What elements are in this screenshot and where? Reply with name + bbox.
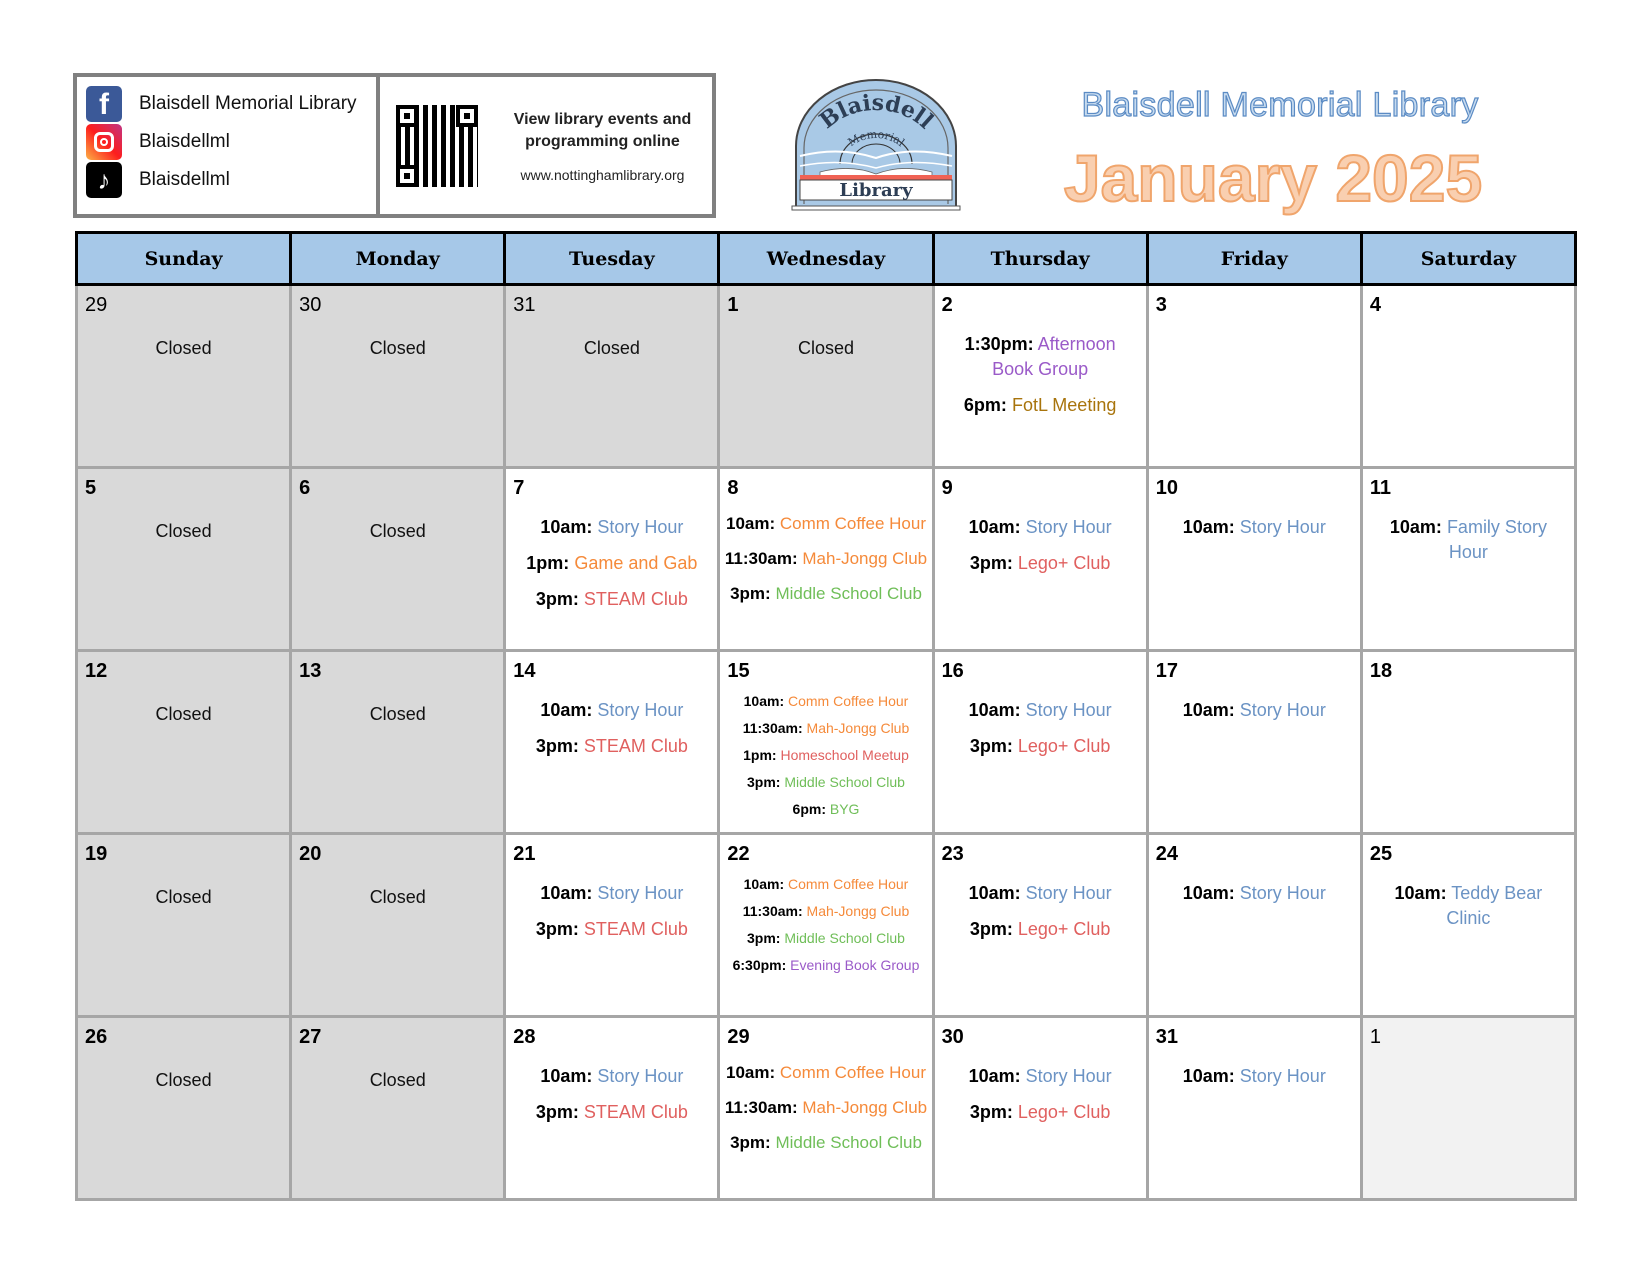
event-time: 11:30am: [742, 903, 803, 919]
day-number: 15 [727, 660, 750, 682]
day-number: 4 [1369, 294, 1381, 316]
event-time: 3pm: [969, 553, 1013, 573]
event-time: 10am: [968, 517, 1021, 537]
day-events [1149, 1064, 1360, 1100]
event-item[interactable] [935, 1100, 1146, 1125]
day-events [78, 881, 289, 908]
closed-label: Closed [155, 704, 212, 724]
day-number: 13 [299, 660, 322, 682]
event-title: Lego+ Club [1017, 553, 1111, 573]
event-title: Mah-Jongg Club [802, 549, 928, 568]
event-time: 10am: [725, 1063, 776, 1082]
event-title: Story Hour [1239, 700, 1326, 720]
event-title: Mah-Jongg Club [806, 720, 910, 736]
day-events [292, 332, 503, 359]
day-cell[interactable] [933, 651, 1147, 834]
event-item[interactable] [720, 546, 931, 572]
day-number: 25 [1369, 843, 1393, 865]
day-cell[interactable] [505, 651, 719, 834]
day-number: 31 [1155, 1026, 1178, 1048]
event-item[interactable] [506, 734, 717, 759]
calendar-grid [75, 231, 1577, 1201]
closed-label: Closed [155, 1070, 212, 1090]
day-events [292, 515, 503, 542]
event-item[interactable] [935, 1064, 1146, 1089]
event-time: 10am: [968, 883, 1021, 903]
event-time: 10am: [1182, 883, 1235, 903]
facebook-label: Blaisdell Memorial Library [139, 93, 357, 114]
day-events [1149, 515, 1360, 551]
event-time: 10am: [743, 876, 785, 892]
website-link[interactable]: www.nottinghamlibrary.org [520, 166, 685, 183]
event-title: Lego+ Club [1017, 1102, 1111, 1122]
day-events [292, 1064, 503, 1091]
day-number: 20 [299, 843, 322, 865]
facebook-icon: f [86, 86, 122, 122]
event-item[interactable] [506, 917, 717, 942]
event-time: 3pm: [747, 930, 781, 946]
event-item[interactable] [506, 515, 717, 540]
event-time: 10am: [1394, 883, 1447, 903]
event-item[interactable] [720, 1095, 931, 1121]
day-number: 12 [85, 660, 108, 682]
event-time: 3pm: [535, 1102, 579, 1122]
day-events [935, 698, 1146, 770]
day-events [935, 881, 1146, 953]
calendar-body [77, 285, 1576, 1200]
day-events [720, 1060, 931, 1165]
day-cell[interactable] [291, 1017, 505, 1200]
social-facebook[interactable] [86, 85, 376, 123]
day-cell[interactable] [1361, 285, 1575, 468]
event-time: 10am: [968, 1066, 1021, 1086]
event-title: Middle School Club [775, 1133, 922, 1152]
closed-label: Closed [155, 338, 212, 358]
closed-label: Closed [369, 1070, 426, 1090]
day-cell[interactable] [719, 834, 933, 1017]
week-row [77, 468, 1576, 651]
day-cell[interactable] [1361, 1017, 1575, 1200]
closed-label: Closed [583, 338, 640, 358]
day-number: 29 [85, 294, 108, 316]
day-cell[interactable] [77, 834, 291, 1017]
day-events [1363, 515, 1574, 576]
event-item[interactable] [720, 1060, 931, 1086]
day-number: 10 [1155, 477, 1178, 499]
day-events [78, 332, 289, 359]
tiktok-label: Blaisdellml [139, 169, 230, 190]
day-number: 28 [513, 1026, 536, 1048]
day-cell[interactable] [291, 468, 505, 651]
tiktok-icon: ♪ [86, 162, 122, 198]
day-events [292, 881, 503, 908]
event-item[interactable] [720, 929, 931, 947]
day-number: 3 [1155, 294, 1167, 316]
event-title: Comm Coffee Hour [788, 876, 909, 892]
weekday-wednesday: Wednesday [719, 233, 933, 285]
week-row [77, 651, 1576, 834]
library-logo [790, 76, 962, 212]
event-item[interactable] [720, 956, 931, 974]
day-cell[interactable] [1147, 651, 1361, 834]
day-number: 11 [1369, 477, 1391, 499]
qr-caption-line1: View library events and [513, 110, 692, 128]
week-row [77, 285, 1576, 468]
event-title: Family Story Hour [1446, 517, 1547, 562]
event-time: 6:30pm: [732, 957, 787, 973]
day-number: 17 [1155, 660, 1178, 682]
day-number: 30 [941, 1026, 964, 1048]
contact-info-box [73, 73, 716, 218]
day-events [506, 1064, 717, 1136]
event-time: 10am: [540, 883, 593, 903]
day-events [720, 332, 931, 359]
event-title: Comm Coffee Hour [788, 693, 909, 709]
week-row [77, 834, 1576, 1017]
library-name-heading: Blaisdell Memorial Library [1081, 86, 1479, 124]
event-item[interactable] [720, 692, 931, 710]
event-item[interactable] [720, 773, 931, 791]
day-cell[interactable] [505, 285, 719, 468]
event-item[interactable] [935, 734, 1146, 759]
event-time: 11:30am: [724, 549, 798, 568]
day-number: 21 [513, 843, 536, 865]
event-title: Middle School Club [775, 584, 922, 603]
event-title: Comm Coffee Hour [779, 514, 926, 533]
day-number: 6 [299, 477, 311, 499]
weekday-header-row [77, 233, 1576, 285]
day-cell[interactable] [719, 1017, 933, 1200]
event-item[interactable] [720, 746, 931, 764]
day-cell[interactable] [291, 285, 505, 468]
event-item[interactable] [1363, 881, 1574, 931]
day-number: 31 [513, 294, 536, 316]
event-item[interactable] [720, 800, 931, 818]
event-title: STEAM Club [583, 589, 688, 609]
event-item[interactable] [720, 902, 931, 920]
event-time: 11:30am: [742, 720, 803, 736]
event-item[interactable] [935, 551, 1146, 576]
day-number: 30 [299, 294, 322, 316]
closed-label: Closed [369, 887, 426, 907]
day-events [292, 698, 503, 725]
event-time: 10am: [743, 693, 785, 709]
weekday-friday: Friday [1147, 233, 1361, 285]
event-time: 10am: [540, 517, 593, 537]
event-time: 6pm: [792, 801, 826, 817]
event-title: Middle School Club [784, 774, 905, 790]
day-number: 22 [727, 843, 750, 865]
week-row [77, 1017, 1576, 1200]
event-time: 1pm: [743, 747, 777, 763]
day-events [506, 881, 717, 953]
event-time: 3pm: [969, 736, 1013, 756]
event-item[interactable] [506, 881, 717, 906]
social-media-panel [77, 77, 380, 214]
event-item[interactable] [506, 1064, 717, 1089]
day-cell[interactable] [1147, 285, 1361, 468]
day-cell[interactable] [1361, 651, 1575, 834]
event-title: Comm Coffee Hour [779, 1063, 926, 1082]
event-time: 10am: [968, 700, 1021, 720]
event-item[interactable] [935, 515, 1146, 540]
event-title: Story Hour [1239, 1066, 1326, 1086]
social-tiktok[interactable] [86, 161, 376, 199]
event-item[interactable] [1149, 515, 1360, 540]
day-number: 16 [941, 660, 964, 682]
event-item[interactable] [935, 393, 1146, 418]
day-cell[interactable] [1147, 1017, 1361, 1200]
event-title: Homeschool Meetup [780, 747, 909, 763]
day-number: 27 [299, 1026, 322, 1048]
day-events [78, 515, 289, 542]
day-events [720, 511, 931, 616]
day-cell[interactable] [1147, 468, 1361, 651]
closed-label: Closed [369, 704, 426, 724]
event-item[interactable] [506, 587, 717, 612]
event-title: Story Hour [1025, 1066, 1112, 1086]
event-item[interactable] [720, 719, 931, 737]
closed-label: Closed [797, 338, 854, 358]
event-title: Afternoon Book Group [992, 334, 1116, 379]
day-number: 26 [85, 1026, 108, 1048]
day-cell[interactable] [291, 651, 505, 834]
qr-caption [500, 109, 705, 183]
day-events [935, 515, 1146, 587]
event-time: 3pm: [969, 1102, 1013, 1122]
event-item[interactable] [506, 698, 717, 723]
event-title: Story Hour [597, 700, 684, 720]
event-title: STEAM Club [583, 1102, 688, 1122]
day-cell[interactable] [933, 834, 1147, 1017]
event-item[interactable] [935, 698, 1146, 723]
day-cell[interactable] [719, 285, 933, 468]
day-cell[interactable] [77, 285, 291, 468]
event-time: 3pm: [747, 774, 781, 790]
weekday-thursday: Thursday [933, 233, 1147, 285]
event-time: 3pm: [535, 589, 579, 609]
instagram-label: Blaisdellml [139, 131, 230, 152]
day-events [935, 1064, 1146, 1136]
day-cell[interactable] [933, 285, 1147, 468]
day-events [78, 1064, 289, 1091]
weekday-sunday: Sunday [77, 233, 291, 285]
event-item[interactable] [1149, 698, 1360, 723]
day-number: 1 [727, 294, 739, 316]
event-item[interactable] [935, 332, 1146, 382]
day-number: 2 [941, 294, 953, 316]
event-item[interactable] [1149, 1064, 1360, 1089]
event-title: STEAM Club [583, 736, 688, 756]
event-title: Lego+ Club [1017, 736, 1111, 756]
qr-caption-line2: programming online [525, 132, 680, 150]
weekday-tuesday: Tuesday [505, 233, 719, 285]
event-time: 11:30am: [724, 1098, 798, 1117]
closed-label: Closed [369, 521, 426, 541]
logo-library-text: Library [839, 180, 913, 201]
day-events [1363, 881, 1574, 942]
day-number: 5 [85, 477, 97, 499]
day-number: 7 [513, 477, 525, 499]
day-events [506, 698, 717, 770]
svg-text:Memorial: Memorial [845, 127, 908, 150]
day-number: 1 [1369, 1026, 1381, 1048]
event-item[interactable] [1149, 881, 1360, 906]
event-time: 10am: [540, 700, 593, 720]
day-cell[interactable] [1361, 468, 1575, 651]
event-item[interactable] [720, 511, 931, 537]
event-time: 10am: [1182, 517, 1235, 537]
event-time: 3pm: [535, 919, 579, 939]
event-time: 10am: [1389, 517, 1442, 537]
day-events [506, 332, 717, 359]
event-time: 3pm: [969, 919, 1013, 939]
day-cell[interactable] [719, 651, 933, 834]
event-title: Story Hour [597, 883, 684, 903]
event-time: 1pm: [526, 553, 570, 573]
event-title: Story Hour [597, 517, 684, 537]
event-time: 10am: [1182, 1066, 1235, 1086]
closed-label: Closed [369, 338, 426, 358]
weekday-saturday: Saturday [1361, 233, 1575, 285]
event-item[interactable] [1363, 515, 1574, 565]
day-events [1149, 698, 1360, 734]
event-time: 3pm: [535, 736, 579, 756]
event-item[interactable] [506, 1100, 717, 1125]
day-cell[interactable] [505, 834, 719, 1017]
day-cell[interactable] [291, 834, 505, 1017]
event-title: Story Hour [1025, 517, 1112, 537]
day-number: 24 [1155, 843, 1178, 865]
event-title: Game and Gab [574, 553, 698, 573]
day-cell[interactable] [505, 1017, 719, 1200]
day-number: 29 [727, 1026, 750, 1048]
event-title: Story Hour [597, 1066, 684, 1086]
event-time: 6pm: [963, 395, 1007, 415]
event-title: FotL Meeting [1011, 395, 1117, 415]
social-instagram[interactable] [86, 123, 376, 161]
event-time: 10am: [725, 514, 776, 533]
event-title: Story Hour [1239, 883, 1326, 903]
event-time: 1:30pm: [964, 334, 1034, 354]
day-events [720, 875, 931, 983]
day-events [935, 332, 1146, 429]
day-number: 18 [1369, 660, 1393, 682]
month-year-heading: January 2025 [1063, 141, 1483, 215]
event-title: Teddy Bear Clinic [1446, 883, 1543, 928]
day-cell[interactable] [1361, 834, 1575, 1017]
day-number: 14 [513, 660, 536, 682]
closed-label: Closed [155, 521, 212, 541]
weekday-monday: Monday [291, 233, 505, 285]
event-time: 3pm: [730, 584, 771, 603]
svg-text:Blaisdell: Blaisdell [814, 89, 939, 135]
day-cell[interactable] [1147, 834, 1361, 1017]
day-number: 8 [727, 477, 739, 499]
event-time: 10am: [540, 1066, 593, 1086]
day-cell[interactable] [77, 651, 291, 834]
qr-panel [380, 77, 712, 214]
event-title: Mah-Jongg Club [802, 1098, 928, 1117]
event-item[interactable] [720, 875, 931, 893]
day-events [720, 692, 931, 827]
event-title: Middle School Club [784, 930, 905, 946]
event-title: Lego+ Club [1017, 919, 1111, 939]
day-cell[interactable] [933, 1017, 1147, 1200]
event-item[interactable] [935, 881, 1146, 906]
event-title: Story Hour [1025, 700, 1112, 720]
day-events [78, 698, 289, 725]
instagram-icon [86, 124, 122, 160]
day-number: 19 [85, 843, 108, 865]
closed-label: Closed [155, 887, 212, 907]
event-title: STEAM Club [583, 919, 688, 939]
event-item[interactable] [935, 917, 1146, 942]
event-time: 3pm: [730, 1133, 771, 1152]
event-title: Mah-Jongg Club [806, 903, 910, 919]
event-title: Evening Book Group [790, 957, 920, 973]
event-title: BYG [829, 801, 860, 817]
event-item[interactable] [720, 1130, 931, 1156]
day-number: 23 [941, 843, 964, 865]
qr-code-icon[interactable] [396, 105, 478, 187]
day-events [1149, 881, 1360, 917]
day-number: 9 [941, 477, 953, 499]
event-title: Story Hour [1025, 883, 1112, 903]
day-cell[interactable] [77, 1017, 291, 1200]
day-cell[interactable] [505, 468, 719, 651]
day-cell[interactable] [933, 468, 1147, 651]
event-time: 10am: [1182, 700, 1235, 720]
event-item[interactable] [506, 551, 717, 576]
day-cell[interactable] [719, 468, 933, 651]
event-title: Story Hour [1239, 517, 1326, 537]
event-item[interactable] [720, 581, 931, 607]
day-cell[interactable] [77, 468, 291, 651]
day-events [506, 515, 717, 623]
